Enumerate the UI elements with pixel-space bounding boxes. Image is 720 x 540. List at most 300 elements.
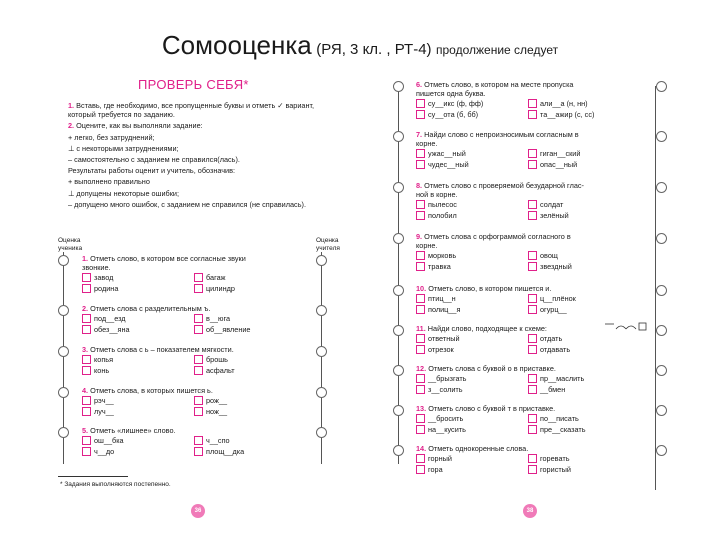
answer-checkbox[interactable]: [82, 396, 91, 405]
answer-word: огурц__: [540, 305, 567, 315]
answer-option[interactable]: [416, 149, 528, 158]
option-row: [416, 413, 640, 424]
task-number: 13.: [416, 404, 427, 413]
answer-option[interactable]: [82, 396, 194, 405]
option-row: [416, 333, 640, 344]
answer-checkbox[interactable]: [194, 273, 203, 282]
answer-word: рэч__: [94, 396, 114, 406]
answer-checkbox[interactable]: [82, 325, 91, 334]
answer-checkbox[interactable]: [416, 262, 425, 271]
answer-option[interactable]: [528, 294, 640, 303]
title-main: Сомооценка: [161, 30, 312, 60]
option-row: [416, 373, 640, 384]
answer-option[interactable]: [416, 262, 528, 271]
task-question: [416, 404, 640, 413]
instruction-text: – допущено много ошибок, с заданием не справился (не справилась).: [68, 199, 306, 209]
task-2: [82, 304, 306, 335]
task-1: [82, 254, 306, 294]
option-row: [82, 324, 306, 335]
instruction-line: [68, 144, 336, 153]
task-question: [416, 181, 640, 190]
teacher-score-circle[interactable]: [316, 255, 327, 266]
task-3: [82, 345, 306, 376]
teacher-score-circle[interactable]: [656, 365, 667, 376]
answer-checkbox[interactable]: [528, 149, 537, 158]
task-instruction: Найди слово с непроизносимым согласным в: [424, 130, 579, 139]
answer-option[interactable]: [416, 305, 528, 314]
student-score-header: [58, 237, 82, 252]
task-question: [82, 345, 306, 354]
answer-option[interactable]: [82, 355, 194, 364]
answer-checkbox[interactable]: [416, 251, 425, 260]
task-instruction: Отметь однокоренные слова.: [428, 444, 529, 453]
student-score-circle[interactable]: [58, 387, 69, 398]
instruction-line: [68, 177, 336, 186]
option-row: [416, 159, 640, 170]
task-number: 1.: [82, 254, 89, 263]
answer-option[interactable]: [194, 366, 306, 375]
answer-word: су__икс (ф, фф): [428, 99, 484, 109]
answer-option[interactable]: [416, 385, 528, 394]
answer-word: копья: [94, 355, 114, 365]
task-5: [82, 426, 306, 457]
answer-word: цилиндр: [206, 284, 235, 294]
teacher-score-circle[interactable]: [316, 387, 327, 398]
answer-word: конь: [94, 366, 110, 376]
answer-checkbox[interactable]: [416, 305, 425, 314]
option-row: [82, 435, 306, 446]
student-score-circle[interactable]: [393, 325, 404, 336]
answer-option[interactable]: [82, 436, 194, 445]
answer-checkbox[interactable]: [416, 414, 425, 423]
answer-option[interactable]: [82, 325, 194, 334]
teacher-score-circle[interactable]: [656, 445, 667, 456]
answer-checkbox[interactable]: [528, 294, 537, 303]
answer-word: нож__: [206, 407, 228, 417]
answer-checkbox[interactable]: [82, 284, 91, 293]
task-question: [416, 364, 640, 373]
student-score-circle[interactable]: [393, 81, 404, 92]
answer-checkbox[interactable]: [416, 99, 425, 108]
answer-option[interactable]: [82, 314, 194, 323]
answer-checkbox[interactable]: [528, 425, 537, 434]
answer-checkbox[interactable]: [82, 273, 91, 282]
answer-word: по__писать: [540, 414, 579, 424]
answer-option[interactable]: [194, 436, 306, 445]
task-question-cont: пишется одна буква.: [416, 89, 486, 99]
answer-word: опас__ный: [540, 160, 578, 170]
answer-option[interactable]: [416, 345, 528, 354]
instruction-text: Результаты работы оценит и учитель, обозначив:: [68, 166, 236, 176]
answer-word: ужас__ный: [428, 149, 466, 159]
answer-checkbox[interactable]: [528, 160, 537, 169]
teacher-score-circle[interactable]: [656, 131, 667, 142]
instruction-text: ⊥ допущены некоторые ошибки;: [68, 188, 180, 198]
answer-checkbox[interactable]: [82, 314, 91, 323]
answer-word: брошь: [206, 355, 228, 365]
answer-option[interactable]: [416, 200, 528, 209]
task-number: 3.: [82, 345, 89, 354]
answer-option[interactable]: [194, 355, 306, 364]
task-number: 7.: [416, 130, 423, 139]
student-score-circle[interactable]: [58, 427, 69, 438]
answer-checkbox[interactable]: [416, 334, 425, 343]
option-row: [416, 250, 640, 261]
answer-option[interactable]: [194, 284, 306, 293]
title-note: продолжение следует: [436, 43, 559, 57]
teacher-score-circle[interactable]: [656, 81, 667, 92]
task-number: 10.: [416, 284, 427, 293]
answer-checkbox[interactable]: [82, 407, 91, 416]
word-scheme-icon: [604, 322, 648, 332]
answer-option[interactable]: [416, 251, 528, 260]
answer-word: площ__дка: [206, 447, 245, 457]
answer-option[interactable]: [82, 366, 194, 375]
student-score-circle[interactable]: [393, 445, 404, 456]
answer-word: солдат: [540, 200, 564, 210]
answer-checkbox[interactable]: [416, 465, 425, 474]
answer-checkbox[interactable]: [194, 325, 203, 334]
instruction-number: 2.: [68, 121, 75, 131]
answer-word: ц__плёнок: [540, 294, 576, 304]
answer-checkbox[interactable]: [82, 447, 91, 456]
answer-word: __брызгать: [428, 374, 467, 384]
answer-word: в__юга: [206, 314, 231, 324]
answer-option[interactable]: [416, 414, 528, 423]
task-8: [416, 404, 640, 435]
answer-checkbox[interactable]: [528, 200, 537, 209]
answer-word: обез__яна: [94, 325, 130, 335]
answer-checkbox[interactable]: [528, 251, 537, 260]
answer-checkbox[interactable]: [528, 99, 537, 108]
answer-word: овощ: [540, 251, 558, 261]
answer-checkbox[interactable]: [416, 385, 425, 394]
answer-checkbox[interactable]: [194, 447, 203, 456]
teacher-score-circle[interactable]: [656, 285, 667, 296]
answer-option[interactable]: [194, 447, 306, 456]
task-instruction: Отметь слово с проверяемой безударной глас-: [424, 181, 584, 190]
student-score-circle[interactable]: [393, 405, 404, 416]
student-score-line2: ученика: [58, 244, 83, 252]
answer-word: али__а (н, нн): [540, 99, 588, 109]
task-instruction: Отметь слово, в котором все согласные звуки: [90, 254, 246, 263]
option-row: [416, 304, 640, 315]
option-row: [82, 283, 306, 294]
answer-option[interactable]: [528, 414, 640, 423]
answer-checkbox[interactable]: [194, 355, 203, 364]
teacher-score-header: [316, 237, 340, 252]
teacher-score-line2: учителя: [316, 244, 340, 252]
answer-checkbox[interactable]: [194, 396, 203, 405]
instruction-line: [68, 133, 336, 142]
page-number-left: 36: [191, 504, 205, 518]
answer-checkbox[interactable]: [528, 211, 537, 220]
answer-word: чудес__ный: [428, 160, 469, 170]
answer-checkbox[interactable]: [528, 414, 537, 423]
task-question: [416, 232, 640, 241]
answer-word: звездный: [540, 262, 572, 272]
student-score-circle[interactable]: [393, 131, 404, 142]
answer-word: горевать: [540, 454, 570, 464]
task-3: [416, 181, 640, 221]
answer-option[interactable]: [528, 200, 640, 209]
task-question-cont: звонкие.: [82, 263, 111, 273]
task-number: 6.: [416, 80, 423, 89]
task-number: 14.: [416, 444, 427, 453]
answer-word: горный: [428, 454, 452, 464]
instruction-number: 1.: [68, 101, 75, 110]
option-row: [416, 344, 640, 355]
teacher-score-circle[interactable]: [656, 325, 667, 336]
answer-option[interactable]: [194, 396, 306, 405]
answer-checkbox[interactable]: [528, 345, 537, 354]
task-question-cont: корне.: [416, 241, 438, 251]
task-instruction: Отметь слова, в которых пишется ь.: [90, 386, 213, 395]
option-row: [416, 261, 640, 272]
instruction-text: + выполнено правильно: [68, 177, 150, 187]
answer-option[interactable]: [416, 465, 528, 474]
answer-word: ответный: [428, 334, 460, 344]
answer-word: ч__до: [94, 447, 115, 457]
teacher-score-circle[interactable]: [316, 346, 327, 357]
answer-option[interactable]: [528, 334, 640, 343]
instruction-line: [68, 155, 336, 164]
answer-word: полобил: [428, 211, 457, 221]
task-instruction: Отметь слово, в котором пишется и.: [428, 284, 552, 293]
answer-checkbox[interactable]: [528, 385, 537, 394]
answer-option[interactable]: [194, 325, 306, 334]
answer-option[interactable]: [528, 251, 640, 260]
answer-word: родина: [94, 284, 119, 294]
option-row: [416, 384, 640, 395]
task-question-cont: корне.: [416, 139, 438, 149]
answer-checkbox[interactable]: [416, 454, 425, 463]
answer-option[interactable]: [416, 160, 528, 169]
answer-word: рож__: [206, 396, 228, 406]
answer-word: на__кусить: [428, 425, 466, 435]
answer-checkbox[interactable]: [416, 200, 425, 209]
task-question-cont: ной в корне.: [416, 190, 458, 200]
answer-word: гиган__ский: [540, 149, 581, 159]
option-row: [82, 446, 306, 457]
answer-word: птиц__н: [428, 294, 456, 304]
answer-checkbox[interactable]: [416, 110, 425, 119]
answer-checkbox[interactable]: [528, 374, 537, 383]
task-number: 5.: [82, 426, 89, 435]
option-row: [82, 406, 306, 417]
task-instruction: Отметь «лишнее» слово.: [90, 426, 176, 435]
page-title: [0, 30, 720, 61]
option-row: [416, 98, 640, 109]
answer-checkbox[interactable]: [416, 294, 425, 303]
task-question: [416, 444, 640, 453]
answer-checkbox[interactable]: [528, 305, 537, 314]
option-row: [82, 272, 306, 283]
answer-option[interactable]: [416, 99, 528, 108]
task-instruction: Отметь слова с ь – показателем мягкости.: [90, 345, 234, 354]
task-instruction: Отметь слова с буквой о в приставке.: [428, 364, 556, 373]
task-2: [416, 130, 640, 170]
answer-option[interactable]: [194, 273, 306, 282]
task-question: [416, 130, 640, 139]
answer-option[interactable]: [82, 273, 194, 282]
teacher-score-circle[interactable]: [656, 233, 667, 244]
answer-word: отрезок: [428, 345, 454, 355]
answer-option[interactable]: [194, 314, 306, 323]
answer-word: су__ота (б, бб): [428, 110, 479, 120]
answer-option[interactable]: [528, 110, 640, 119]
answer-checkbox[interactable]: [82, 366, 91, 375]
student-score-circle[interactable]: [58, 255, 69, 266]
instructions: [68, 101, 336, 211]
answer-option[interactable]: [416, 425, 528, 434]
task-question: [82, 254, 306, 263]
instruction-line: [68, 200, 336, 209]
answer-checkbox[interactable]: [416, 425, 425, 434]
answer-checkbox[interactable]: [82, 436, 91, 445]
task-9: [416, 444, 640, 475]
answer-option[interactable]: [194, 407, 306, 416]
task-question: [416, 284, 640, 293]
teacher-score-circle[interactable]: [656, 182, 667, 193]
option-row: [416, 453, 640, 464]
teacher-score-circle[interactable]: [316, 305, 327, 316]
student-score-circle[interactable]: [393, 233, 404, 244]
answer-option[interactable]: [416, 211, 528, 220]
student-score-line1: Оценка: [58, 237, 81, 244]
answer-option[interactable]: [82, 447, 194, 456]
answer-option[interactable]: [416, 374, 528, 383]
answer-option[interactable]: [528, 262, 640, 271]
answer-word: гора: [428, 465, 443, 475]
answer-checkbox[interactable]: [416, 374, 425, 383]
answer-word: отдать: [540, 334, 563, 344]
answer-option[interactable]: [528, 385, 640, 394]
answer-word: з__солить: [428, 385, 463, 395]
task-number: 12.: [416, 364, 427, 373]
answer-option[interactable]: [416, 454, 528, 463]
answer-option[interactable]: [82, 407, 194, 416]
student-score-circle[interactable]: [393, 182, 404, 193]
task-instruction: Отметь слова с орфограммой согласного в: [424, 232, 571, 241]
option-row: [416, 293, 640, 304]
answer-checkbox[interactable]: [194, 366, 203, 375]
answer-word: пре__сказать: [540, 425, 586, 435]
option-row: [416, 148, 640, 159]
answer-checkbox[interactable]: [528, 454, 537, 463]
answer-option[interactable]: [528, 305, 640, 314]
answer-checkbox[interactable]: [416, 211, 425, 220]
answer-checkbox[interactable]: [416, 149, 425, 158]
option-row: [416, 210, 640, 221]
title-subtitle: (РЯ, 3 кл. , РТ-4): [316, 41, 432, 58]
answer-option[interactable]: [528, 211, 640, 220]
student-score-circle[interactable]: [393, 365, 404, 376]
answer-word: под__езд: [94, 314, 126, 324]
option-row: [82, 313, 306, 324]
answer-option[interactable]: [528, 345, 640, 354]
instruction-line: [68, 121, 336, 130]
answer-word: травка: [428, 262, 451, 272]
answer-option[interactable]: [416, 294, 528, 303]
teacher-score-circle[interactable]: [656, 405, 667, 416]
answer-option[interactable]: [416, 110, 528, 119]
answer-checkbox[interactable]: [82, 355, 91, 364]
answer-checkbox[interactable]: [194, 407, 203, 416]
option-row: [82, 354, 306, 365]
task-question: [82, 386, 306, 395]
answer-checkbox[interactable]: [416, 160, 425, 169]
answer-option[interactable]: [528, 149, 640, 158]
answer-checkbox[interactable]: [416, 345, 425, 354]
answer-word: асфальт: [206, 366, 235, 376]
task-question: [416, 80, 640, 89]
task-5: [416, 284, 640, 315]
answer-checkbox[interactable]: [528, 110, 537, 119]
answer-word: багаж: [206, 273, 226, 283]
task-instruction: Отметь слово, в котором на месте пропуска: [424, 80, 574, 89]
answer-checkbox[interactable]: [194, 436, 203, 445]
instruction-text: + легко, без затруднений;: [68, 132, 155, 142]
option-row: [82, 365, 306, 376]
option-row: [416, 424, 640, 435]
student-score-circle[interactable]: [393, 285, 404, 296]
answer-word: __бмен: [540, 385, 566, 395]
answer-option[interactable]: [528, 374, 640, 383]
answer-option[interactable]: [528, 99, 640, 108]
answer-checkbox[interactable]: [194, 314, 203, 323]
task-1: [416, 80, 640, 120]
student-score-circle[interactable]: [58, 305, 69, 316]
task-number: 8.: [416, 181, 423, 190]
answer-option[interactable]: [528, 465, 640, 474]
instruction-text: Оцените, как вы выполняли задание:: [76, 121, 203, 131]
task-number: 11.: [416, 324, 426, 333]
task-instruction: Отметь слово с буквой т в приставке.: [428, 404, 556, 413]
answer-word: полиц__я: [428, 305, 461, 315]
answer-checkbox[interactable]: [528, 465, 537, 474]
answer-word: морковь: [428, 251, 457, 261]
option-row: [82, 395, 306, 406]
answer-word: __бросить: [428, 414, 464, 424]
page-number-right: 38: [523, 504, 537, 518]
answer-word: гористый: [540, 465, 572, 475]
task-number: 9.: [416, 232, 423, 241]
check-yourself-title: ПРОВЕРЬ СЕБЯ*: [138, 77, 249, 92]
task-4: [416, 232, 640, 272]
task-number: 4.: [82, 386, 89, 395]
answer-option[interactable]: [528, 425, 640, 434]
task-7: [416, 364, 640, 395]
answer-option[interactable]: [416, 334, 528, 343]
teacher-score-circle[interactable]: [316, 427, 327, 438]
answer-word: ч__спо: [206, 436, 230, 446]
option-row: [416, 199, 640, 210]
answer-checkbox[interactable]: [194, 284, 203, 293]
answer-word: отдавать: [540, 345, 571, 355]
answer-option[interactable]: [528, 160, 640, 169]
answer-word: луч__: [94, 407, 114, 417]
answer-checkbox[interactable]: [528, 262, 537, 271]
answer-option[interactable]: [82, 284, 194, 293]
answer-word: пылесос: [428, 200, 457, 210]
task-question: [82, 426, 306, 435]
student-score-circle[interactable]: [58, 346, 69, 357]
answer-option[interactable]: [528, 454, 640, 463]
answer-checkbox[interactable]: [528, 334, 537, 343]
answer-word: зелёный: [540, 211, 569, 221]
task-question: [82, 304, 306, 313]
